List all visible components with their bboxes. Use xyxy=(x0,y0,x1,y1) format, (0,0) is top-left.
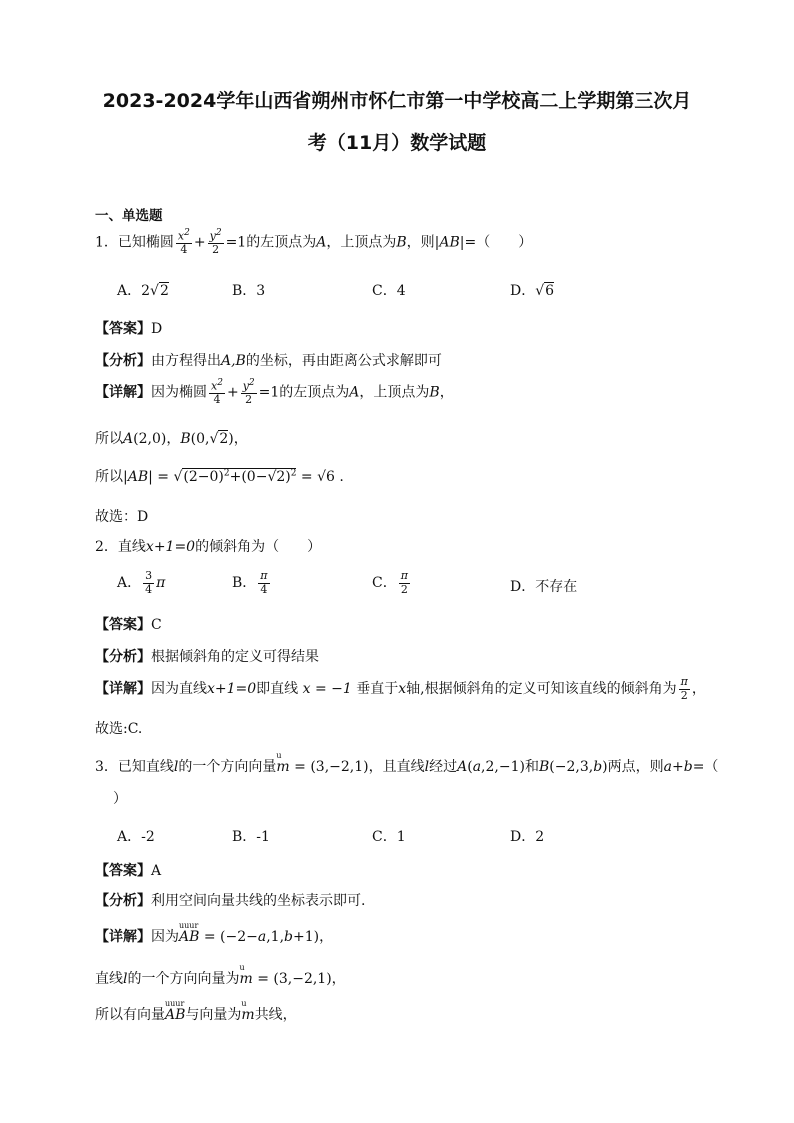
q2-answer: 【答案】C xyxy=(95,617,162,633)
q1-detail-distance: 所以$|AB| = √(2-0)^2+(0-√2)^2 = √6$ . xyxy=(95,468,344,485)
q3-detail: 【详解】因为 uuur AB = (−2−a,1,b+1)， xyxy=(95,921,334,945)
q3-option-c: C．1 xyxy=(372,829,406,845)
q2-stem: 2．直线x+1=0的倾斜角为（ ） xyxy=(95,539,322,555)
q3-option-b: B．-1 xyxy=(232,829,270,845)
q1-number: 1． xyxy=(95,234,118,251)
q3-analysis: 【分析】利用空间向量共线的坐标表示即可. xyxy=(95,893,366,909)
q1-analysis: 【分析】由方程得出A,B的坐标，再由距离公式求解即可 xyxy=(95,353,442,369)
q1-choice: 故选：D xyxy=(95,509,149,525)
q2-option-a: A． $\frac{3}{4}$ π xyxy=(117,569,166,596)
q3-option-d: D．2 xyxy=(510,829,545,845)
q2-detail: 【详解】因为直线x+1=0即直线 x = −1 垂直于x轴,根据倾斜角的定义可知该直线的倾斜角为 $\frac{\pi}{2}$ ， xyxy=(95,675,706,702)
q2-option-b: B． $\frac{\pi}{4}$ xyxy=(232,569,268,596)
q3-stem: 3．已知直线l的一个方向向量 u m = (3,−2,1)，且直线l经过A(a,2,−1)和B(−2,3,b)两点，则a+b=（ xyxy=(95,751,719,775)
q3-detail-line2: 直线l的一个方向向量为 u m = (3,−2,1)， xyxy=(95,963,346,987)
q2-choice: 故选:C. xyxy=(95,721,143,737)
q1-detail-coords: 所以A(2,0)，B(0,√2)， xyxy=(95,431,248,447)
q1-option-b: B．3 xyxy=(232,283,266,299)
section-heading: 一、单选题 xyxy=(95,208,163,224)
q2-option-c: C． $\frac{\pi}{2}$ xyxy=(372,569,408,596)
q3-answer: 【答案】A xyxy=(95,863,162,879)
q1-answer: 【答案】D xyxy=(95,321,163,337)
page-title-line1: 2023-2024学年山西省朔州市怀仁市第一中学校高二上学期第三次月 xyxy=(102,90,692,112)
q1-option-d: D．√6 xyxy=(510,283,555,299)
q3-option-a: A．-2 xyxy=(117,829,155,845)
q3-stem-close: ） xyxy=(113,791,127,807)
q1-option-c: C．4 xyxy=(372,283,406,299)
q3-detail-line3: 所以有向量 uuur AB与向量为 u m共线， xyxy=(95,999,297,1023)
q2-option-d: D．不存在 xyxy=(510,579,578,595)
page-title-line2: 考（11月）数学试题 xyxy=(307,132,487,154)
q1-stem: 1．已知椭圆 $\frac{x^2}{4}$ + $\frac{y^2}{2}$ =1的左顶点为A，上顶点为B，则|AB|=（ ） xyxy=(95,228,533,257)
q1-stem-text: 已知椭圆 xyxy=(117,234,174,251)
q2-analysis: 【分析】根据倾斜角的定义可得结果 xyxy=(95,649,319,665)
q1-detail: 【详解】因为椭圆 $\frac{x^2}{4}$ + $\frac{y^2}{2}$ =1的左顶点为A，上顶点为B， xyxy=(95,378,454,407)
q1-option-a: A．2√2 xyxy=(117,283,169,299)
